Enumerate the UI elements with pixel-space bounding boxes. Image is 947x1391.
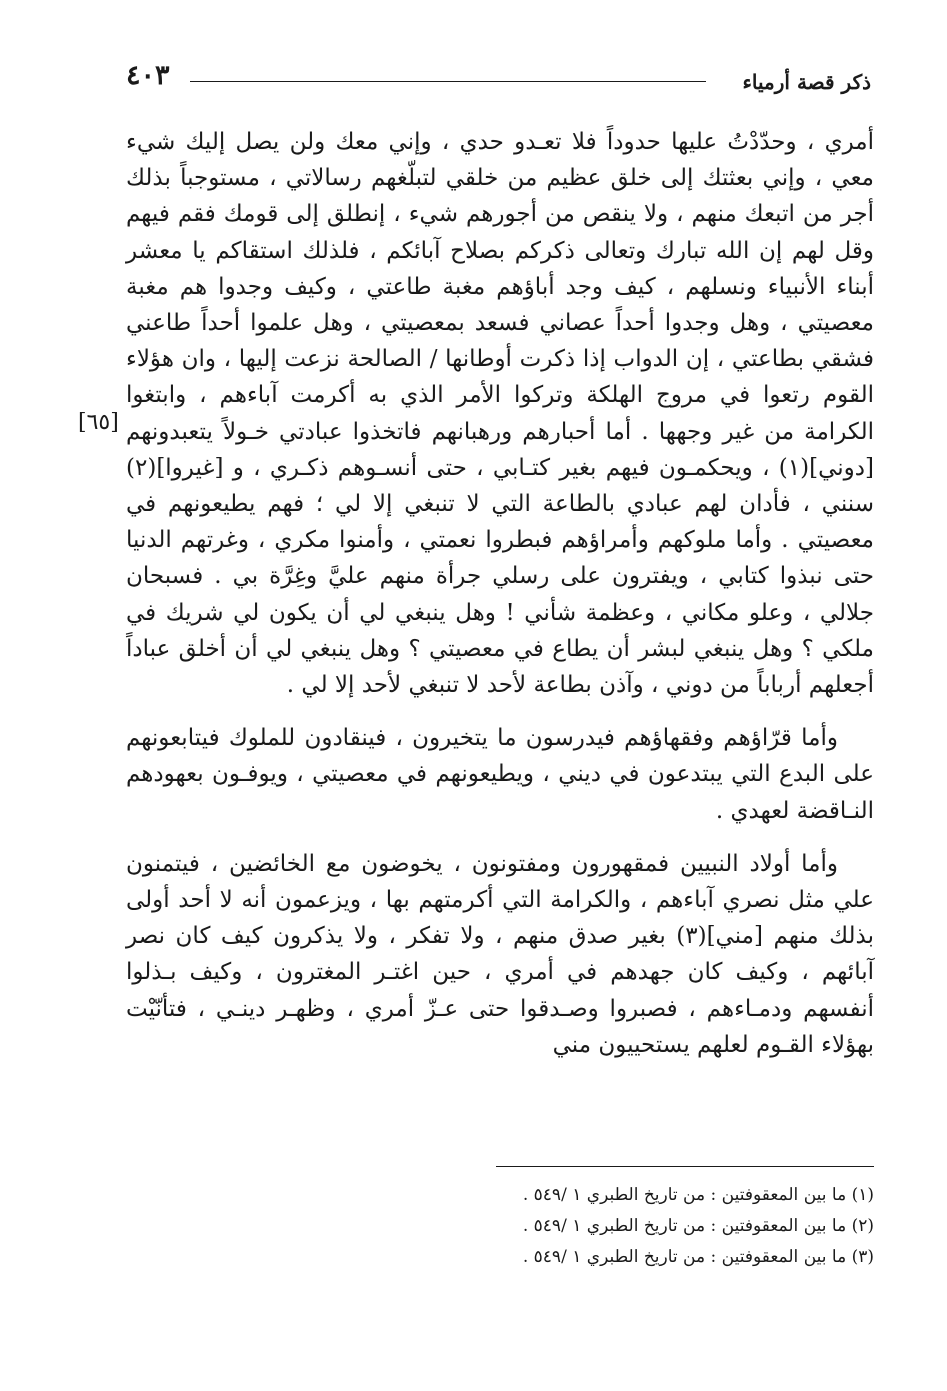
paragraph: وأما أولاد النبيين فمقهورون ومفتونون ، يخوضون مع الخائضين ، فيتمنون علي مثل نصري آباءهم ، والكرامة التي أكرمتهم بها ، ويزعمون أنه لا أحد أولى بذلك منهم [مني](٣) بغير صدق منهم ، ولا تفكر ، ولا يذكرون كيف كان نصر آبائهم ، وكيف كان جهدهم في أمري ، حين اغتـر المغترون ، وكيف بـذلوا أنفسهم ودمـاءهم ، فصبروا وصـدقوا حتى عـزّ أمري ، وظهـر دينـي ، فتأنّيْت بهؤلاء القـوم لعلهم يستحييون مني <box>126 850 874 1058</box>
body-text <box>126 124 874 1063</box>
paragraph: وأما قرّاؤهم وفقهاؤهم فيدرسون ما يتخيرون ، فينقادون للملوك فيتابعونهم على البدع التي يبتدعون في ديني ، ويطيعونهم في معصيتي ، ويوفـون بعهودهم النـاقضة لعهدي . <box>126 725 874 824</box>
header-rule <box>190 81 706 82</box>
footnote: (٢) ما بين المعقوفتين : من تاريخ الطبري ١ /٥٤٩ . <box>522 1216 874 1236</box>
footnote: (٣) ما بين المعقوفتين : من تاريخ الطبري ١ /٥٤٩ . <box>522 1247 874 1267</box>
page-number: ٤٠٣ <box>126 60 170 91</box>
footnote-separator <box>496 1166 874 1167</box>
original-page-marker: [٦٥] <box>78 410 119 435</box>
paragraph: أمري ، وحدّدْتُ عليها حدوداً فلا تعـدو حدي ، وإني معك ولن يصل إليك شيء معي ، وإني بعثتك إلى خلق عظيم من خلقي لتبلّغهم رسالاتي ، مستوجباً بذلك أجر من اتبعك منهم ، ولا ينقص من أجورهم شيء ، إنطلق إلى قومك فقم فيهم وقل لهم إن الله تبارك وتعالى ذكركم بصلاح آبائكم ، فلذلك استقاكم يا معشر أبناء الأنبياء ونسلهم ، كيف وجد أباؤهم مغبة طاعتي ، وكيف وجدوا هم مغبة معصيتي ، وهل وجدوا أحداً عصاني فسعد بمعصيتي ، وهل علموا أحداً طاعني فشقي بطاعتي ، إن الدواب إذا ذكرت أوطانها / الصالحة نزعت إليها ، وان هؤلاء القوم رتعوا في مروج الهلكة وتركوا الأمر الذي به أكرمت آباءهم ، وابتغوا الكرامة من غير وجهها . أما أحبارهم ورهبانهم فاتخذوا عبادتي خـولاً يتعبدونهم [دوني](١) ، ويحكمـون فيهم بغير كتـابي ، حتى أنسـوهم ذكـري ، و [غيروا](٢) سنني ، فأدان لهم عبادي بالطاعة التي لا تنبغي إلا لي ؛ فهم يطيعونهم في معصيتي . وأما ملوكهم وأمراؤهم فبطروا نعمتي ، وأمنوا مكري ، وغرتهم الدنيا حتى نبذوا كتابي ، ويفترون على رسلي جرأة منهم عليَّ وغِرَّة بي . فسبحان جلالي ، وعلو مكاني ، وعظمة شأني ! وهل ينبغي لي أن يكون لي شريك في ملكي ؟ وهل ينبغي لبشر أن يطاع في معصيتي ؟ وهل ينبغي لي أن أخلق عباداً أجعلهم أرباباً من دوني ، وآذن بطاعة لأحد لا تنبغي لأحد إلا لي . <box>126 129 875 699</box>
page-header <box>126 56 871 100</box>
footnote: (١) ما بين المعقوفتين : من تاريخ الطبري ١ /٥٤٩ . <box>522 1185 874 1205</box>
running-title: ذكر قصة أرمياء <box>742 70 871 94</box>
footnotes <box>474 1180 874 1273</box>
